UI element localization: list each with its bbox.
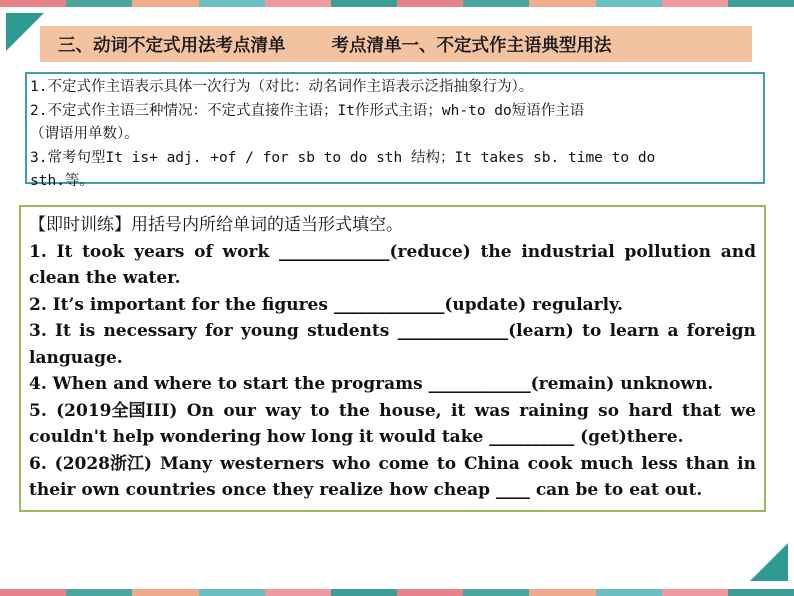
practice-lines bbox=[29, 239, 756, 504]
note-line: 3.常考句型It is+ adj. +of / for sb to do sth 结构；It takes sb. time to do bbox=[30, 149, 656, 166]
stripe-segment bbox=[265, 589, 331, 596]
stripe-segment bbox=[66, 589, 132, 596]
stripe-segment bbox=[132, 0, 198, 7]
section-title: 三、动词不定式用法考点清单 bbox=[58, 35, 286, 56]
bottom-decorative-stripe bbox=[0, 589, 794, 596]
stripe-segment bbox=[529, 0, 595, 7]
question-line: their own countries once they realize how cheap ____ can be to eat out. bbox=[29, 480, 703, 500]
stripe-segment bbox=[596, 0, 662, 7]
question-line: 1. It took years of work _____________(reduce) the industrial pollution and bbox=[29, 241, 756, 262]
stripe-segment bbox=[662, 0, 728, 7]
question-line: 5. (2019全国III) On our way to the house, it was raining so hard that we bbox=[29, 400, 756, 421]
bottom-right-corner-triangle bbox=[744, 529, 794, 589]
note-line: 1.不定式作主语表示具体一次行为（对比：动名词作主语表示泛指抽象行为）。 bbox=[30, 79, 534, 95]
note-line: （谓语用单数）。 bbox=[30, 126, 139, 143]
stripe-segment bbox=[463, 0, 529, 7]
stripe-segment bbox=[199, 589, 265, 596]
stripe-segment bbox=[331, 0, 397, 7]
stripe-segment bbox=[0, 589, 66, 596]
practice-exercise-box bbox=[19, 205, 766, 512]
note-line: sth.等。 bbox=[30, 173, 94, 190]
stripe-segment bbox=[132, 589, 198, 596]
question-line: 6. (2028浙江) Many westerners who come to China cook much less than in bbox=[29, 453, 756, 474]
question-line: clean the water. bbox=[29, 268, 181, 288]
stripe-segment bbox=[265, 0, 331, 7]
stripe-segment bbox=[596, 589, 662, 596]
stripe-segment bbox=[66, 0, 132, 7]
stripe-segment bbox=[397, 0, 463, 7]
usage-notes-box bbox=[25, 72, 765, 190]
stripe-segment bbox=[397, 589, 463, 596]
question-line: couldn't help wondering how long it would take __________ (get)there. bbox=[29, 427, 684, 447]
question-line: language. bbox=[29, 347, 123, 368]
section-subtitle: 考点清单一、不定式作主语典型用法 bbox=[331, 35, 612, 56]
stripe-segment bbox=[529, 589, 595, 596]
question-line: 4. When and where to start the programs ____________(remain) unknown. bbox=[29, 374, 714, 394]
stripe-segment bbox=[0, 0, 66, 7]
stripe-segment bbox=[199, 0, 265, 7]
title-bar bbox=[40, 26, 752, 62]
question-line: 3. It is necessary for young students _____________(learn) to learn a foreign bbox=[29, 321, 756, 341]
stripe-segment bbox=[728, 589, 794, 596]
top-decorative-stripe bbox=[0, 0, 794, 7]
stripe-segment bbox=[662, 589, 728, 596]
question-line: 2. It’s important for the figures _____________(update) regularly. bbox=[29, 294, 623, 315]
stripe-segment bbox=[728, 0, 794, 7]
note-line: 2.不定式作主语三种情况：不定式直接作主语；It作形式主语；wh-to do短语作主语 bbox=[30, 102, 585, 119]
practice-heading: 【即时训练】用括号内所给单词的适当形式填空。 bbox=[29, 215, 403, 235]
stripe-segment bbox=[463, 589, 529, 596]
stripe-segment bbox=[331, 589, 397, 596]
